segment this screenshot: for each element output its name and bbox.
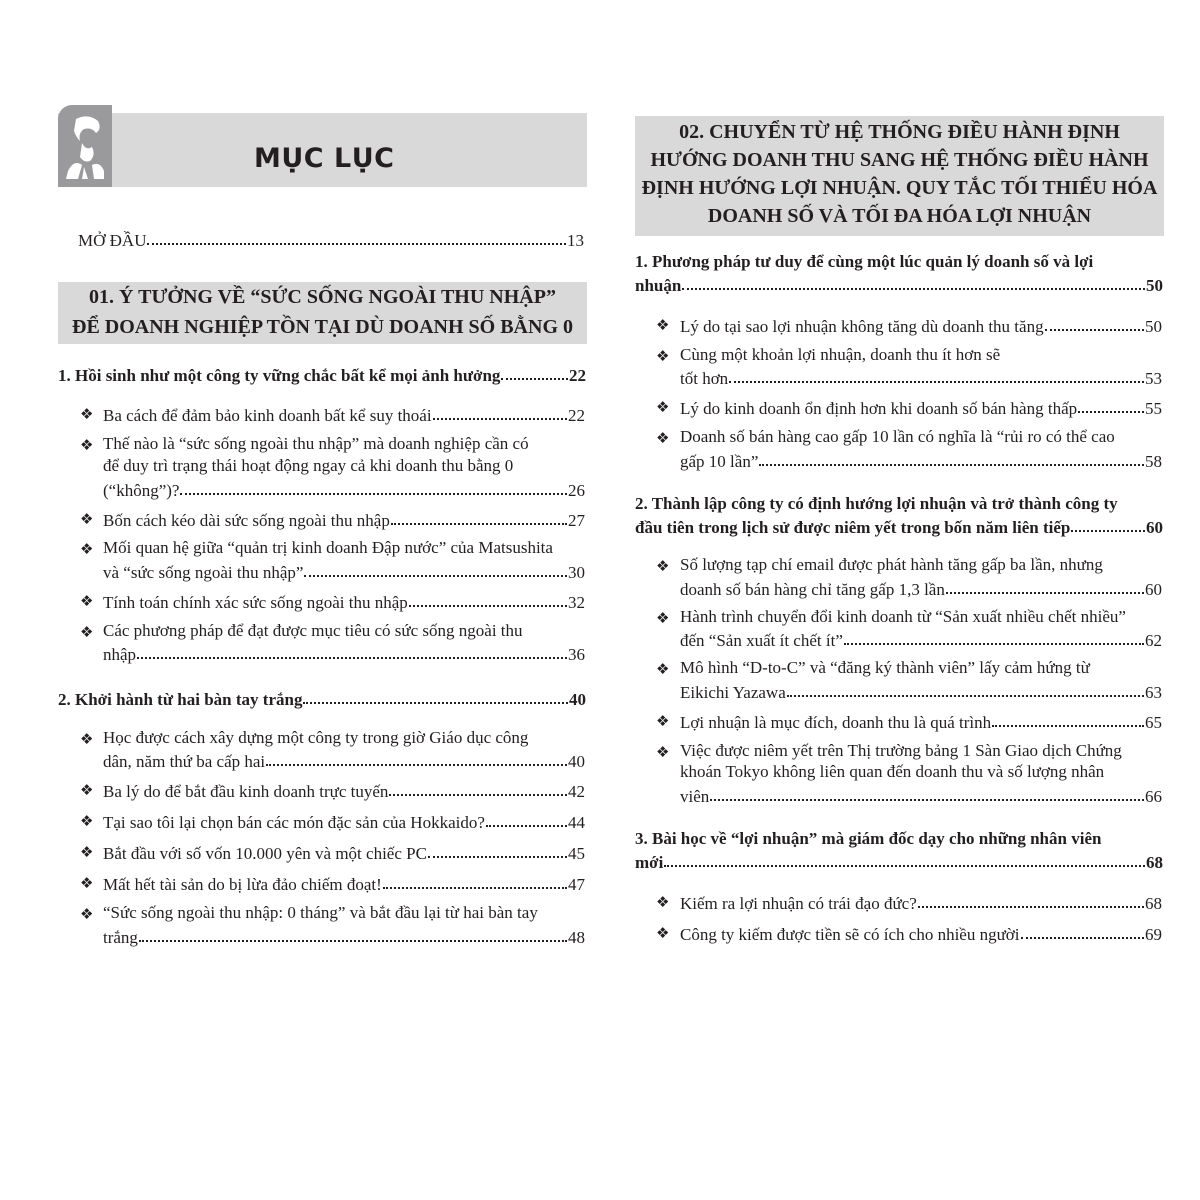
toc-item-line: Thế nào là “sức sống ngoài thu nhập” mà doanh nghiệp cần có [103,434,529,453]
page-number: 47 [568,875,585,894]
page-number: 63 [1145,683,1162,702]
bullet-icon: ❖ [80,510,94,528]
toc-item[interactable] [103,810,585,833]
page-number: 48 [568,928,585,947]
dot-leader [389,778,567,796]
toc-item[interactable] [680,710,1162,733]
toc-item[interactable] [680,628,1162,651]
toc-item-line: Việc được niêm yết trên Thị trường bảng 1 Sàn Giao dịch Chứng [680,741,1122,760]
page-number: 65 [1145,713,1162,732]
page-number: 66 [1145,787,1162,806]
page-number: 22 [569,366,586,385]
toc-item-line: Mô hình “D-to-C” và “đăng ký thành viên” lấy cảm hứng từ [680,658,1090,677]
toc-item[interactable] [103,779,585,802]
toc-item[interactable] [103,403,585,426]
page-number: 45 [568,844,585,863]
entry-label: Lý do kinh doanh ổn định hơn khi doanh số bán hàng thấp [680,399,1078,418]
toc-item-line: Cùng một khoản lợi nhuận, doanh thu ít hơn sẽ [680,345,1001,364]
dot-leader [383,871,567,889]
entry-label: tốt hơn [680,369,729,388]
chapter-1-heading [58,282,587,344]
dot-leader [992,709,1144,727]
dot-leader [1021,921,1144,939]
chapter-title-line: DOANH SỐ VÀ TỐI ĐA HÓA LỢI NHUẬN [707,205,1092,227]
toc-item[interactable] [103,749,585,772]
dot-leader [946,576,1144,594]
toc-item[interactable] [680,366,1162,389]
page-number: 40 [568,752,585,771]
dot-leader [303,686,568,704]
dot-leader [918,890,1144,908]
entry-label: doanh số bán hàng chỉ tăng gấp 1,3 lần [680,580,945,599]
toc-item-line: Học được cách xây dựng một công ty trong giờ Giáo dục công [103,728,529,747]
toc-item-line: để duy trì trạng thái hoạt động ngay cả khi doanh thu bằng 0 [103,456,514,475]
toc-item[interactable] [103,872,585,895]
toc-item[interactable] [103,642,585,665]
bullet-icon: ❖ [656,660,670,678]
bullet-icon: ❖ [656,398,670,416]
dot-leader [664,849,1145,867]
page-number: 69 [1145,925,1162,944]
bullet-icon: ❖ [80,405,94,423]
entry-label: trắng [103,928,138,947]
entry-label: viên [680,787,710,806]
bullet-icon: ❖ [80,781,94,799]
dot-leader [391,507,567,525]
entry-label: (“không”)? [103,481,180,500]
bullet-icon: ❖ [656,557,670,575]
toc-section-2-3[interactable] [635,850,1163,873]
page-number: 60 [1146,518,1163,537]
toc-section-2-2[interactable] [635,515,1163,538]
toc-section-1-2[interactable] [58,687,586,710]
toc-section-1-1[interactable] [58,363,586,386]
bullet-icon: ❖ [80,905,94,923]
toc-item[interactable] [680,577,1162,600]
toc-item[interactable] [680,922,1162,945]
page-number: 53 [1145,369,1162,388]
toc-item[interactable] [680,449,1162,472]
dot-leader [1078,395,1144,413]
entry-label: gấp 10 lần” [680,452,759,471]
toc-item[interactable] [103,508,585,531]
dot-leader [304,559,567,577]
bullet-icon: ❖ [656,609,670,627]
toc-section-2-1[interactable] [635,273,1163,296]
bullet-icon: ❖ [80,843,94,861]
bullet-icon: ❖ [656,712,670,730]
toc-item[interactable] [103,590,585,613]
bullet-icon: ❖ [656,743,670,761]
dot-leader [433,402,567,420]
entry-label: Tại sao tôi lại chọn bán các món đặc sản của Hokkaido? [103,813,485,832]
bullet-icon: ❖ [656,429,670,447]
entry-label: Ba lý do để bắt đầu kinh doanh trực tuyến [103,782,389,801]
toc-item[interactable] [103,925,585,948]
entry-label: Công ty kiếm được tiền sẽ có ích cho nhiều người [680,925,1020,944]
dot-leader [147,227,566,245]
toc-header [58,113,587,187]
bullet-icon: ❖ [80,592,94,610]
chapter-2-heading [635,116,1164,236]
page-number: 60 [1145,580,1162,599]
page-number: 26 [568,481,585,500]
page-number: 50 [1146,276,1163,295]
page-title: MỤC LỤC [254,143,395,174]
bullet-icon: ❖ [656,924,670,942]
dot-leader [844,627,1144,645]
entry-label: mới [635,853,664,872]
dot-leader [1045,313,1144,331]
dot-leader [137,641,567,659]
dot-leader [139,924,567,942]
toc-item-line: Số lượng tạp chí email được phát hành tăng gấp ba lần, nhưng [680,555,1103,574]
toc-item[interactable] [680,891,1162,914]
dot-leader [409,589,567,607]
dot-leader [501,362,568,380]
entry-label: nhập [103,645,137,664]
dot-leader [710,783,1144,801]
page-number: 42 [568,782,585,801]
entry-label: Lý do tại sao lợi nhuận không tăng dù doanh thu tăng [680,317,1044,336]
entry-label: Ba cách để đảm bảo kinh doanh bất kể suy thoái [103,406,432,425]
toc-section-line: 1. Phương pháp tư duy để cùng một lúc quản lý doanh số và lợi [635,252,1094,271]
dot-leader [759,448,1144,466]
entry-label: Kiếm ra lợi nhuận có trái đạo đức? [680,894,917,913]
entry-label: nhuận [635,276,682,295]
toc-item[interactable] [680,396,1162,419]
entry-label: 1. Hồi sinh như một công ty vững chắc bất kể mọi ảnh hưởng [58,366,501,385]
dot-leader [729,365,1144,383]
dot-leader [1071,514,1145,532]
toc-item[interactable] [680,784,1162,807]
page-number: 62 [1145,631,1162,650]
toc-item-line: khoán Tokyo không liên quan đến doanh thu và số lượng nhân [680,762,1105,781]
toc-section-line: 2. Thành lập công ty có định hướng lợi nhuận và trở thành công ty [635,494,1118,513]
page-number: 40 [569,690,586,709]
entry-label: dân, năm thứ ba cấp hai [103,752,266,771]
page-number: 68 [1145,894,1162,913]
toc-section-line: 3. Bài học về “lợi nhuận” mà giám đốc dạy cho những nhân viên [635,829,1102,848]
page-number: 32 [568,593,585,612]
toc-item-line: Hành trình chuyển đổi kinh doanh từ “Sản xuất nhiều chết nhiều” [680,607,1126,626]
bullet-icon: ❖ [80,874,94,892]
toc-item[interactable] [680,680,1162,703]
toc-item[interactable] [103,841,585,864]
page-number: 27 [568,511,585,530]
bullet-icon: ❖ [80,730,94,748]
page-number: 22 [568,406,585,425]
dot-leader [486,809,567,827]
bullet-icon: ❖ [80,623,94,641]
dot-leader [428,840,567,858]
page-number: 68 [1146,853,1163,872]
entry-label: Eikichi Yazawa [680,683,786,702]
toc-item-line: Doanh số bán hàng cao gấp 10 lần có nghĩa là “rủi ro có thể cao [680,427,1115,446]
entry-label: đến “Sản xuất ít chết ít” [680,631,843,650]
chapter-title-line: HƯỚNG DOANH THU SANG HỆ THỐNG ĐIỀU HÀNH [650,149,1149,171]
page-number: 44 [568,813,585,832]
page-number: 50 [1145,317,1162,336]
bullet-icon: ❖ [80,812,94,830]
bullet-icon: ❖ [656,347,670,365]
entry-label: 2. Khởi hành từ hai bàn tay trắng [58,690,303,709]
entry-label: Bốn cách kéo dài sức sống ngoài thu nhập [103,511,390,530]
entry-label: Tính toán chính xác sức sống ngoài thu nhập [103,593,408,612]
page-number: 30 [568,563,585,582]
page-number: 55 [1145,399,1162,418]
dot-leader [266,748,567,766]
dot-leader [180,477,567,495]
chapter-title-line: ĐỂ DOANH NGHIỆP TỒN TẠI DÙ DOANH SỐ BẰNG 0 [72,316,573,338]
bullet-icon: ❖ [656,893,670,911]
toc-item-line: Các phương pháp để đạt được mục tiêu có sức sống ngoài thu [103,621,523,640]
toc-item-line: Mối quan hệ giữa “quản trị kinh doanh Đập nước” của Matsushita [103,538,553,557]
entry-label: Bắt đầu với số vốn 10.000 yên và một chiếc PC [103,844,427,863]
chapter-title-line: 01. Ý TƯỞNG VỀ “SỨC SỐNG NGOÀI THU NHẬP” [89,286,556,308]
page-number: 13 [567,231,584,250]
entry-label: và “sức sống ngoài thu nhập” [103,563,304,582]
entry-label: MỞ ĐẦU [78,231,147,250]
dot-leader [787,679,1144,697]
toc-entry-intro[interactable] [78,228,584,251]
page-number: 58 [1145,452,1162,471]
entry-label: Mất hết tài sản do bị lừa đảo chiếm đoạt! [103,875,382,894]
entry-label: Lợi nhuận là mục đích, doanh thu là quá trình [680,713,992,732]
bullet-icon: ❖ [80,540,94,558]
toc-item[interactable] [680,314,1162,337]
toc-item[interactable] [103,478,585,501]
chapter-title-line: 02. CHUYỂN TỪ HỆ THỐNG ĐIỀU HÀNH ĐỊNH [679,121,1120,143]
author-logo [58,105,112,187]
portrait-icon [62,111,108,181]
page-number: 36 [568,645,585,664]
chapter-title-line: ĐỊNH HƯỚNG LỢI NHUẬN. QUY TẮC TỐI THIỂU HÓA [641,177,1158,199]
toc-item-line: “Sức sống ngoài thu nhập: 0 tháng” và bắt đầu lại từ hai bàn tay [103,903,538,922]
dot-leader [682,272,1145,290]
bullet-icon: ❖ [656,316,670,334]
toc-item[interactable] [103,560,585,583]
entry-label: đầu tiên trong lịch sử được niêm yết trong bốn năm liên tiếp [635,518,1071,537]
bullet-icon: ❖ [80,436,94,454]
